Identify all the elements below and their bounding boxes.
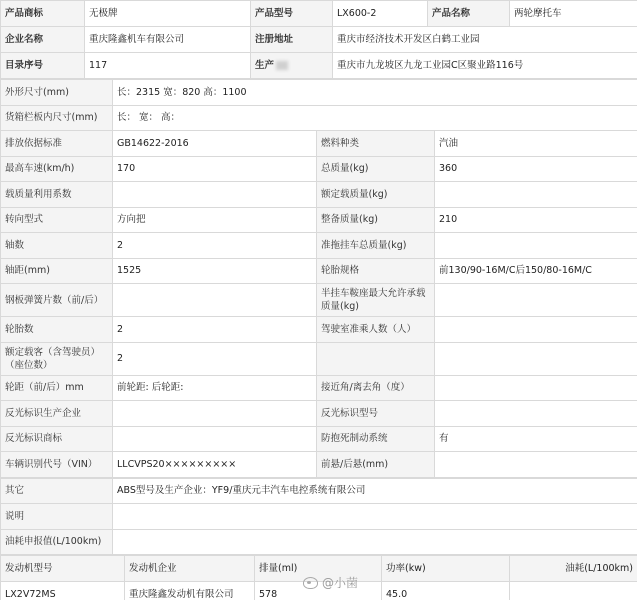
header-row-1: [1, 1, 637, 27]
spec-label: 半挂车鞍座最大允许承载质量(kg): [317, 284, 435, 317]
engine-header-cell: 功率(kw): [382, 556, 510, 582]
notes-value: [113, 504, 637, 530]
engine-company-value: 重庆隆鑫发动机有限公司: [125, 582, 255, 600]
header-row-2: [1, 27, 637, 53]
spec-label: 载质量利用系数: [1, 182, 113, 208]
catalog-label: 目录序号: [1, 53, 85, 79]
spec-value: 长：2315 宽：820 高：1100: [113, 80, 637, 106]
spec-value: [113, 426, 317, 452]
spec-value: 前130/90-16M/C后150/80-16M/C: [435, 258, 637, 284]
spec-label: 额定载质量(kg): [317, 182, 435, 208]
spec-value: [435, 342, 637, 375]
spec-label: 轮距（前/后）mm: [1, 375, 113, 401]
other-row: [1, 478, 637, 504]
prod-addr-label-cell: [251, 53, 333, 79]
spec-value: 方向把: [113, 207, 317, 233]
spec-value: 前轮距: 后轮距:: [113, 375, 317, 401]
engine-header-cell: 油耗(L/100km): [510, 556, 637, 582]
spec-value: 2: [113, 317, 317, 343]
spec-value: 210: [435, 207, 637, 233]
spec-label: 整备质量(kg): [317, 207, 435, 233]
spec-value: [435, 233, 637, 259]
brand-label: 产品商标: [1, 1, 85, 27]
spec-label: 额定载客（含驾驶员）（座位数）: [1, 342, 113, 375]
spec-value: [435, 401, 637, 427]
fuel-row: [1, 529, 637, 555]
company-label: 企业名称: [1, 27, 85, 53]
spec-label: 车辆识别代号（VIN）: [1, 452, 113, 478]
spec-value: 汽油: [435, 131, 637, 157]
spec-value: [435, 284, 637, 317]
model-value: LX600-2: [333, 1, 428, 27]
fuel-value: [113, 529, 637, 555]
prod-addr-value: 重庆市九龙坡区九龙工业园C区聚业路116号: [333, 53, 637, 79]
engine-fuel-value: [510, 582, 637, 600]
spec-label: 最高车速(km/h): [1, 156, 113, 182]
spec-label: 轴数: [1, 233, 113, 259]
spec-row: [1, 207, 637, 233]
spec-label: 钢板弹簧片数（前/后）: [1, 284, 113, 317]
watermark-text: @小菌: [322, 576, 359, 590]
spec-value: 1525: [113, 258, 317, 284]
spec-row: [1, 342, 637, 375]
spec-label: 轮胎规格: [317, 258, 435, 284]
spec-label: 准拖挂车总质量(kg): [317, 233, 435, 259]
spec-label: 货箱栏板内尺寸(mm): [1, 105, 113, 131]
spec-value: 2: [113, 342, 317, 375]
company-value: 重庆隆鑫机车有限公司: [85, 27, 251, 53]
spec-value: 2: [113, 233, 317, 259]
spec-label: 轮胎数: [1, 317, 113, 343]
spec-label: 外形尺寸(mm): [1, 80, 113, 106]
fuel-label: 油耗申报值(L/100km): [1, 529, 113, 555]
spec-value: 360: [435, 156, 637, 182]
spec-row: [1, 452, 637, 478]
spec-label: [317, 342, 435, 375]
spec-label: 反光标识商标: [1, 426, 113, 452]
spec-label: 前悬/后悬(mm): [317, 452, 435, 478]
spec-label: 排放依据标准: [1, 131, 113, 157]
reg-addr-value: 重庆市经济技术开发区白鹤工业园: [333, 27, 637, 53]
spec-row: [1, 426, 637, 452]
spec-value: 170: [113, 156, 317, 182]
engine-header-cell: 排量(ml): [255, 556, 382, 582]
other-label: 其它: [1, 478, 113, 504]
spec-value: [435, 182, 637, 208]
spec-label: 反光标识型号: [317, 401, 435, 427]
spec-label: 总质量(kg): [317, 156, 435, 182]
spec-row: [1, 80, 637, 106]
spec-value: [113, 284, 317, 317]
weibo-icon: [303, 577, 318, 589]
spec-label: 燃料种类: [317, 131, 435, 157]
watermark: [303, 574, 358, 591]
prod-addr-label: 生产: [255, 60, 275, 71]
name-value: 两轮摩托车: [510, 1, 637, 27]
engine-displacement-value: 578: [255, 582, 382, 600]
spec-value: 有: [435, 426, 637, 452]
spec-row: [1, 105, 637, 131]
footer-table: [0, 478, 637, 556]
spec-row: [1, 401, 637, 427]
spec-label: 接近角/离去角（度）: [317, 375, 435, 401]
blur-mark: [276, 61, 288, 70]
spec-row: [1, 375, 637, 401]
notes-row: [1, 504, 637, 530]
spec-value: [113, 182, 317, 208]
spec-row: [1, 233, 637, 259]
spec-row: [1, 317, 637, 343]
spec-row: [1, 156, 637, 182]
spec-row: [1, 258, 637, 284]
reg-addr-label: 注册地址: [251, 27, 333, 53]
model-label: 产品型号: [251, 1, 333, 27]
header-table: [0, 0, 637, 79]
engine-model-value: LX2V72MS: [1, 582, 125, 600]
spec-value: [435, 317, 637, 343]
engine-header-cell: 发动机企业: [125, 556, 255, 582]
spec-value: 长： 宽： 高：: [113, 105, 637, 131]
spec-row: [1, 131, 637, 157]
brand-value: 无极牌: [85, 1, 251, 27]
spec-table: [0, 79, 637, 478]
spec-label: 轴距(mm): [1, 258, 113, 284]
spec-value: [113, 401, 317, 427]
name-label: 产品名称: [428, 1, 510, 27]
notes-label: 说明: [1, 504, 113, 530]
engine-header-cell: 发动机型号: [1, 556, 125, 582]
spec-value: [435, 375, 637, 401]
spec-value: LLCVPS20×××××××××: [113, 452, 317, 478]
header-row-3: [1, 53, 637, 79]
spec-row: [1, 284, 637, 317]
spec-label: 防抱死制动系统: [317, 426, 435, 452]
catalog-value: 117: [85, 53, 251, 79]
spec-value: [435, 452, 637, 478]
other-value: ABS型号及生产企业：YF9/重庆元丰汽车电控系统有限公司: [113, 478, 637, 504]
spec-row: [1, 182, 637, 208]
spec-label: 驾驶室准乘人数（人）: [317, 317, 435, 343]
engine-power-value: 45.0: [382, 582, 510, 600]
spec-label: 反光标识生产企业: [1, 401, 113, 427]
spec-label: 转向型式: [1, 207, 113, 233]
spec-value: GB14622-2016: [113, 131, 317, 157]
